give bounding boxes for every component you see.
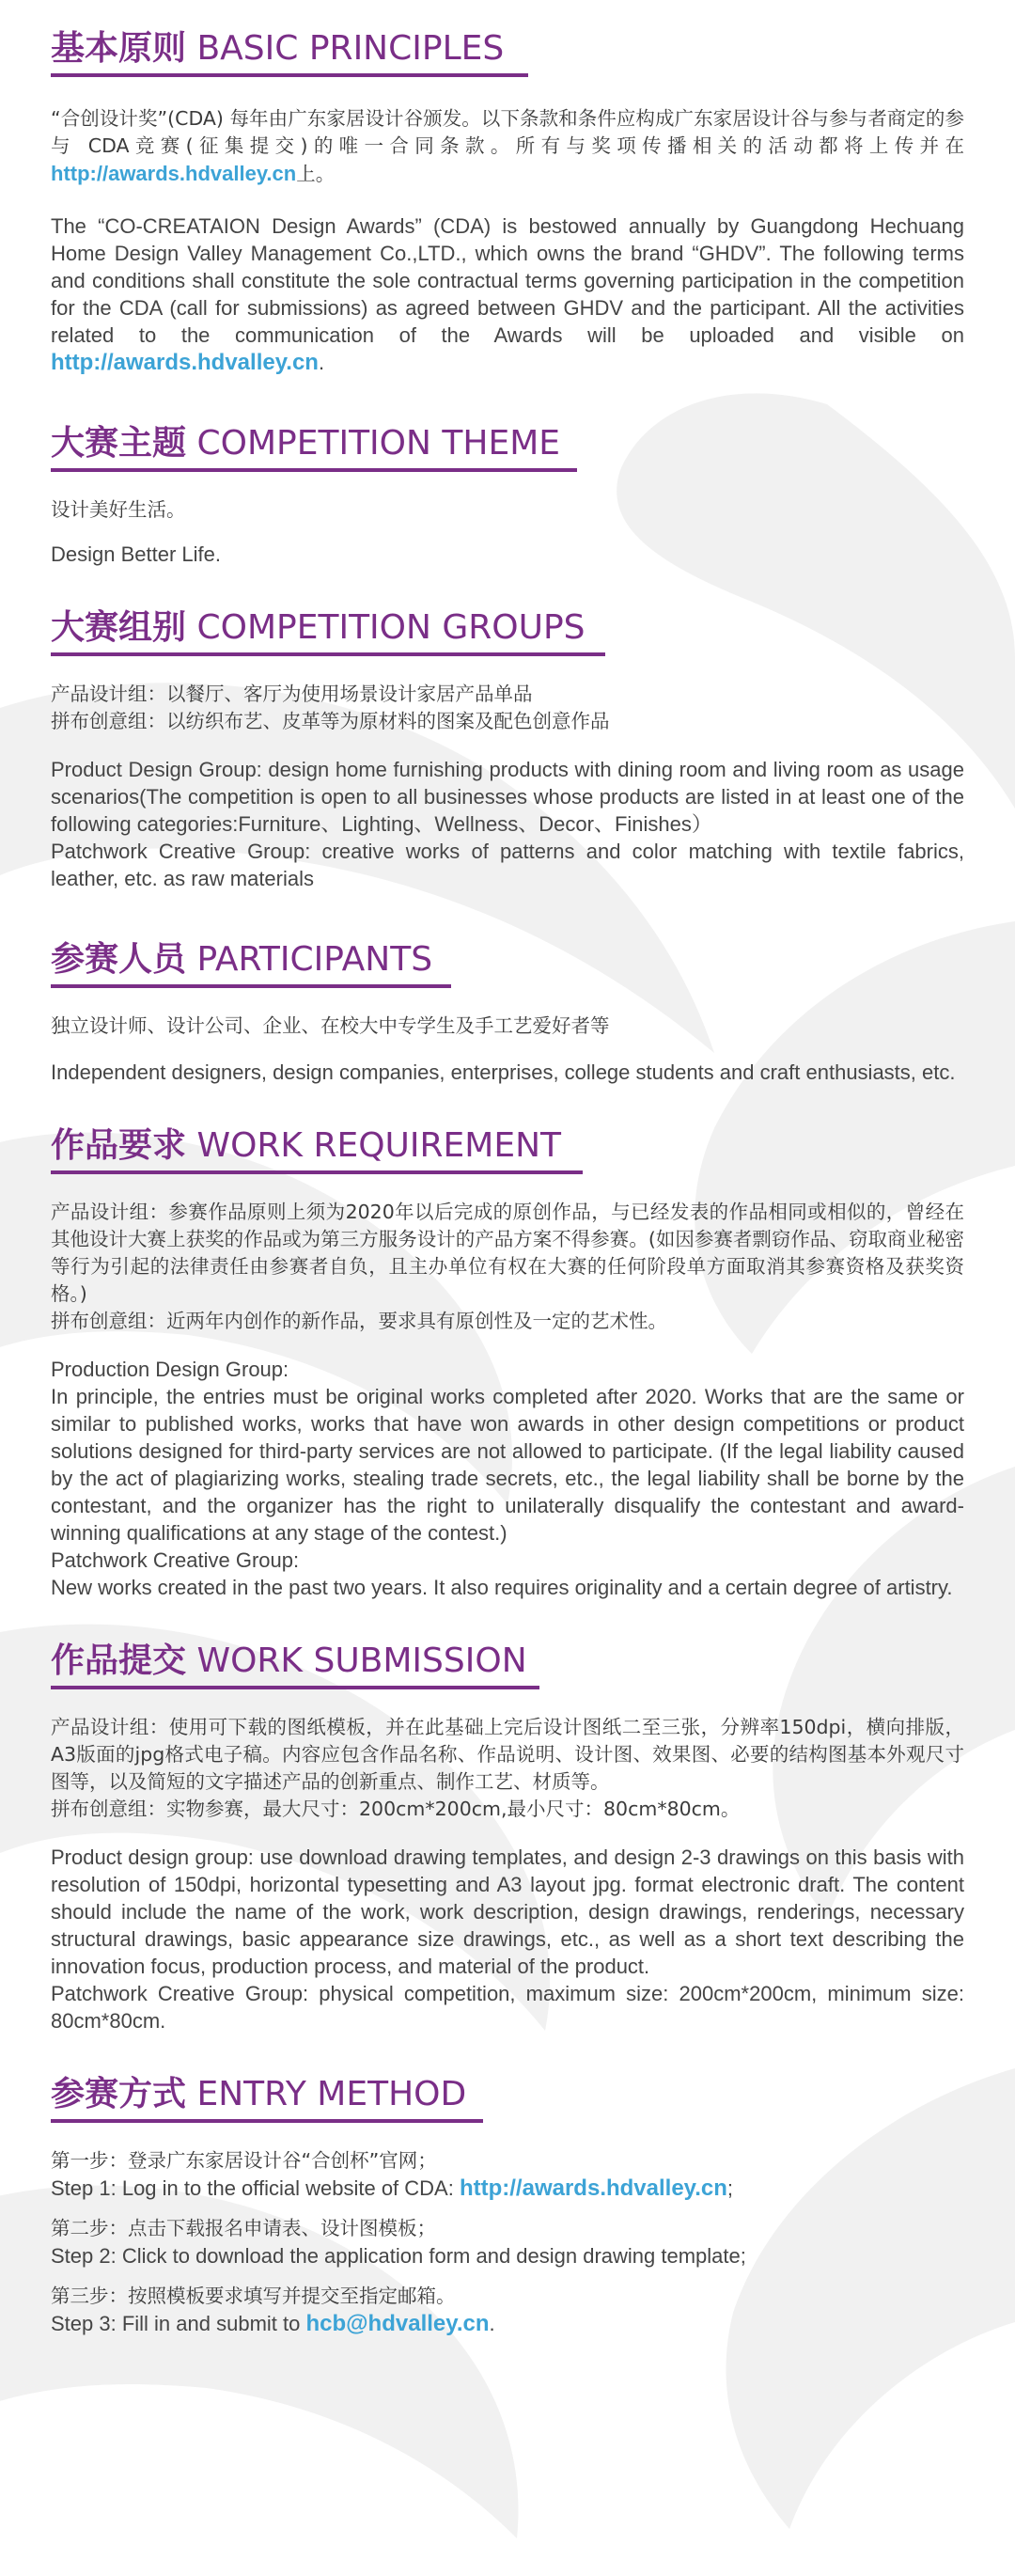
section-underline <box>51 984 451 988</box>
title-zh: 参赛方式 <box>51 2075 187 2113</box>
section-entry-method <box>51 2046 964 2337</box>
entry-step3-en-line <box>51 2310 964 2337</box>
section-underline <box>51 1686 539 1689</box>
basic-zh-end: 上。 <box>296 163 336 185</box>
title-en: COMPETITION THEME <box>196 424 560 463</box>
awards-link-zh[interactable]: http://awards.hdvalley.cn <box>51 162 297 185</box>
groups-zh-line1: 产品设计组：以餐厅、客厅为使用场景设计家居产品单品 <box>51 683 533 705</box>
entry-step1-en: Step 1: Log in to the official website of CDA: <box>51 2176 454 2200</box>
entry-step2-en: Step 2: Click to download the application form and design drawing template; <box>51 2244 746 2268</box>
title-en: ENTRY METHOD <box>196 2075 467 2113</box>
section-work-requirement <box>51 1097 964 1601</box>
requirement-en-text1: In principle, the entries must be original works completed after 2020. Works that are the same or similar to published works, works that have won awards in other design competitions or product solutions designed for third-party services are not allowed to participate. (If the legal liability caused by the act of plagiarizing works, stealing trade secrets, etc., the legal liability shall be borne by the contestant, and the organizer has the right to unilaterally disqualify the contestant and award-winning qualifications at any stage of the contest.) <box>51 1385 964 1545</box>
section-participants <box>51 911 964 1086</box>
title-en: COMPETITION GROUPS <box>196 608 586 647</box>
groups-en-text2: Patchwork Creative Group: creative works of patterns and color matching with textile fabrics, leather, etc. as raw materials <box>51 840 964 890</box>
participants-zh-text: 独立设计师、设计公司、企业、在校大中专学生及手工艺爱好者等 <box>51 1014 610 1037</box>
section-underline <box>51 652 605 656</box>
email-link-step3[interactable]: hcb@hdvalley.cn <box>305 2311 490 2336</box>
section-underline <box>51 2119 483 2123</box>
groups-zh-line2: 拼布创意组：以纺织布艺、皮革等为原材料的图案及配色创意作品 <box>51 710 610 732</box>
section-title-participants <box>51 911 964 981</box>
submission-zh-text1: 产品设计组：使用可下载的图纸模板，并在此基础上完后设计图纸二至三张，分辨率150dpi，横向排版，A3版面的jpg格式电子稿。内容应包含作品名称、作品说明、设计图、效果图、必要的结构图基本外观尺寸图等，以及简短的文字描述产品的创新重点、制作工艺、材质等。 <box>51 1716 964 1793</box>
title-zh: 大赛组别 <box>51 608 187 647</box>
theme-zh-text: 设计美好生活。 <box>51 498 186 521</box>
title-zh: 基本原则 <box>51 29 187 68</box>
entry-step1-en-line <box>51 2175 964 2202</box>
section-title-basic-principles <box>51 0 964 70</box>
submission-en-text2: Patchwork Creative Group: physical competition, maximum size: 200cm*200cm, minimum size: 80cm*80cm. <box>51 1982 964 2033</box>
title-en: PARTICIPANTS <box>196 940 433 979</box>
requirement-en-label2: Patchwork Creative Group: <box>51 1548 300 1572</box>
title-zh: 作品要求 <box>51 1126 187 1165</box>
entry-step3-en: Step 3: Fill in and submit to <box>51 2312 301 2335</box>
entry-step3-zh: 第三步：按照模板要求填写并提交至指定邮箱。 <box>51 2285 456 2307</box>
requirement-en-text2: New works created in the past two years. It also requires originality and a certain degree of artistry. <box>51 1576 953 1599</box>
title-en: WORK REQUIREMENT <box>196 1126 562 1165</box>
entry-step3-end: . <box>489 2312 495 2335</box>
requirement-en-label1: Production Design Group: <box>51 1358 289 1381</box>
section-underline <box>51 73 528 77</box>
basic-en-paragraph <box>51 212 964 376</box>
title-zh: 作品提交 <box>51 1641 187 1680</box>
submission-zh-text2: 拼布创意组：实物参赛，最大尺寸：200cm*200cm,最小尺寸：80cm*80cm。 <box>51 1798 741 1820</box>
requirement-zh-text1: 产品设计组：参赛作品原则上须为2020年以后完成的原创作品，与已经发表的作品相同或相似的，曾经在其他设计大赛上获奖的作品或为第三方服务设计的产品方案不得参赛。(如因参赛者剽窃作品、窃取商业秘密等行为引起的法律责任由参赛者自负，且主办单位有权在大赛的任何阶段单方面取消其参赛资格及获奖资格。) <box>51 1201 964 1305</box>
participants-en-text: Independent designers, design companies, enterprises, college students and craft enthusiasts, etc. <box>51 1060 956 1084</box>
theme-en-text: Design Better Life. <box>51 542 221 566</box>
entry-step1-zh: 第一步：登录广东家居设计谷“合创杯”官网； <box>51 2149 437 2172</box>
section-title-competition-groups <box>51 579 964 649</box>
entry-step1-end: ; <box>726 2176 734 2200</box>
entry-step2-zh: 第二步：点击下载报名申请表、设计图模板； <box>51 2217 436 2239</box>
section-title-competition-theme <box>51 395 964 464</box>
basic-zh-text: “合创设计奖”(CDA) 每年由广东家居设计谷颁发。以下条款和条件应构成广东家居设计谷与参与者商定的参与 CDA竞赛(征集提交)的唯一合同条款。所有与奖项传播相关的活动都将上传并在 <box>51 107 964 157</box>
section-title-work-requirement <box>51 1097 964 1167</box>
section-work-submission <box>51 1612 964 2034</box>
section-competition-theme <box>51 395 964 568</box>
awards-link-en[interactable]: http://awards.hdvalley.cn <box>51 350 319 375</box>
title-en: BASIC PRINCIPLES <box>196 29 505 68</box>
title-zh: 大赛主题 <box>51 424 187 463</box>
groups-en-text1: Product Design Group: design home furnishing products with dining room and living room as usage scenarios(The competition is open to all businesses whose products are listed in at least one of the following categories:Furniture、Lighting、Wellness、Decor、Finishes） <box>51 758 964 836</box>
basic-en-end: . <box>318 351 325 374</box>
basic-en-text: The “CO-CREATAION Design Awards” (CDA) is bestowed annually by Guangdong Hechuang Home Design Valley Management Co.,LTD., which owns the brand “GHDV”. The following terms and conditions shall constitute the sole contractual terms governing participation in the competition for the CDA (call for submissions) as agreed between GHDV and the participant. All the activities related to the communication of the Awards will be uploaded and visible on <box>51 214 964 347</box>
basic-zh-paragraph <box>51 105 964 188</box>
requirement-zh-text2: 拼布创意组：近两年内创作的新作品，要求具有原创性及一定的艺术性。 <box>51 1310 667 1332</box>
title-en: WORK SUBMISSION <box>196 1641 527 1680</box>
section-title-entry-method <box>51 2046 964 2115</box>
section-title-work-submission <box>51 1612 964 1682</box>
section-underline <box>51 468 577 472</box>
title-zh: 参赛人员 <box>51 940 187 979</box>
section-underline <box>51 1170 583 1174</box>
section-basic-principles <box>51 0 964 376</box>
section-competition-groups <box>51 579 964 892</box>
awards-link-step1[interactable]: http://awards.hdvalley.cn <box>459 2175 727 2201</box>
submission-en-text1: Product design group: use download drawing templates, and design 2-3 drawings on this basis with resolution of 150dpi, horizontal typesetting and A3 layout jpg. format electronic draft. The content should include the name of the work, work description, design drawings, renderings, necessary structural drawings, basic appearance size drawings, etc., as well as a short text describing the innovation focus, production process, and material of the product. <box>51 1846 964 1978</box>
